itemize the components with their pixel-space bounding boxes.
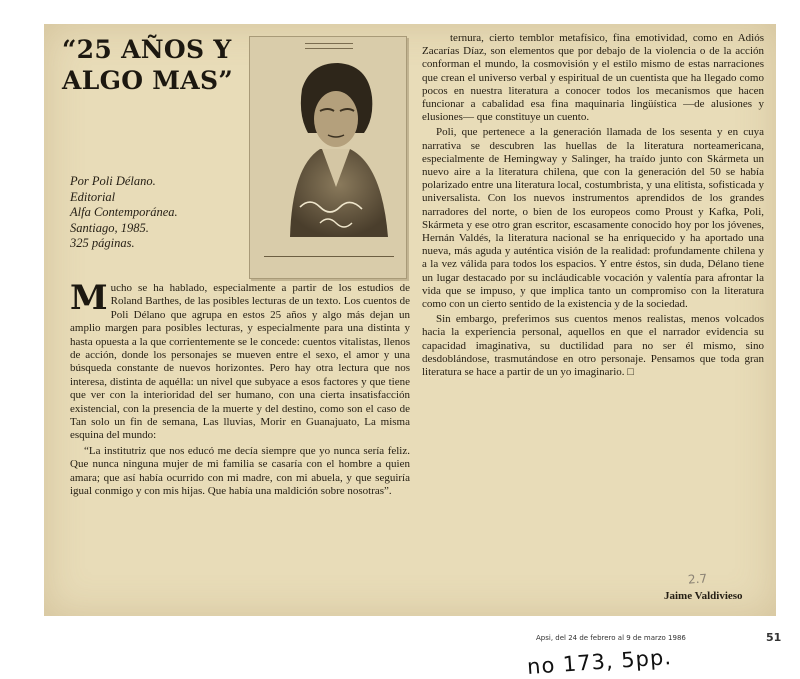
article-author: Jaime Valdivieso xyxy=(664,590,743,602)
paragraph xyxy=(70,278,410,443)
book-info-line: 325 páginas. xyxy=(70,236,135,250)
book-info-line: Alfa Contemporánea. xyxy=(70,205,178,219)
paragraph: Poli, que pertenece a la generación llamada de los sesenta y en cuya narrativa se descubren las huellas de la literatura norteamericana, especialmente de Hemingway y Salinger, ha traído junto con Skármeta un nuevo aire a la literatura chilena, que con la generación del 50 se había polarizado entre una literatura local, costumbrista, y una elitista, sofisticada y universalista. Con los nuevos instrumentos aprendidos de los grandes narradores del norte, o bien de los europeos como Proust y Kafka, Poli, Skármeta y ese otro gran escritor, escasamente conocido hoy por los jóvenes, Hernán Valdés, la literatura nacional se ha enriquecido y ha aportado una nueva, más aguda y auténtica visión de la realidad: profundamente chilena y a la vez válida para todos los espacios. Y entre éstos, sin duda, Délano tiene un lugar destacado por su incláudicable vocación y valentía para afrontar la vida que se impuso, y que implica tanto un compromiso con la literatura como con un cierto sentido de la existencia y de la sociedad. xyxy=(422,126,764,311)
publisher-logo xyxy=(264,256,394,264)
page-number: 51 xyxy=(766,631,782,644)
pencil-annotation: 2.7 xyxy=(687,571,708,587)
book-cover-image xyxy=(249,36,407,279)
book-info-line: Santiago, 1985. xyxy=(70,220,149,235)
article-right-column xyxy=(422,32,764,381)
quoted-passage: “La institutriz que nos educó me decía siempre que yo nunca sería feliz. Que nunca ninguna mujer de mi familia se casaría con el hombre a quien amara; que así había ocurrido con mi madre, con mi abuela, y que seguiría igual conmigo y con mis hijas. Que había una maldición sobre nosotras”. xyxy=(70,444,410,498)
paragraph: ternura, cierto temblor metafísico, fina emotividad, como en Adiós Zacarías Díaz, son elementos que por debajo de la violencia o de la acción conforman el mundo, la cosmovisión y el estilo mismo de estas narraciones que crean el universo verbal y espiritual de un cuentista que ha llegado como pocos en nuestra literatura a conocer todos los mecanismos que hacen funcionar a cabalidad esa fina maquinaria lingüística —de alusiones y elusiones— que constituye un cuento. xyxy=(422,32,764,124)
drop-cap: M xyxy=(70,278,108,318)
paragraph-text: ucho se ha hablado, especialmente a partir de los estudios de Roland Barthes, de las posibles lecturas de un texto. Los cuentos de Poli Délano que agrupa en estos 25 años y algo más dejan un amplio margen para posibles lecturas, y especialmente para una distinta y hasta opuesta a la que corrientemente se le concede: cuentos vitalistas, llenos de acción, donde los personajes se mueven entre el sexo, el amor y una búsqueda constante de nuevos horizontes. Pero hay otra lectura que nos interesa, distinta de aquélla: un nivel que subyace a esos factores y que tiene que ver con la interioridad del ser humano, con una cierta insatisfacción existencial, con la presencia de la muerte y del destino, como son el caso de Tan solo un fin de semana, Las lluvias, Morir en Guanajuato, La misma esquina del mundo: xyxy=(70,282,410,442)
handwritten-note: no 173, 5pp. xyxy=(526,644,673,679)
newspaper-clipping xyxy=(44,24,776,616)
article-left-column xyxy=(70,278,410,501)
book-info-line: Editorial xyxy=(70,189,116,204)
book-info-line: Por Poli Délano. xyxy=(70,174,156,188)
article-title: “25 AÑOS Y ALGO MAS” xyxy=(62,35,234,95)
paragraph: Sin embargo, preferimos sus cuentos menos realistas, menos volcados hacia la experiencia personal, aquellos en que el narrador evidencia su capacidad imaginativa, su ductilidad para no ser él mismo, sino desdoblándose, trasmutándose en otro personaje. Pensamos que toda gran literatura se hace a partir de un yo imaginario. □ xyxy=(422,313,764,379)
source-stamp: Apsi, del 24 de febrero al 9 de marzo 1986 xyxy=(536,634,686,642)
author-portrait xyxy=(250,37,408,280)
book-info xyxy=(70,174,250,252)
